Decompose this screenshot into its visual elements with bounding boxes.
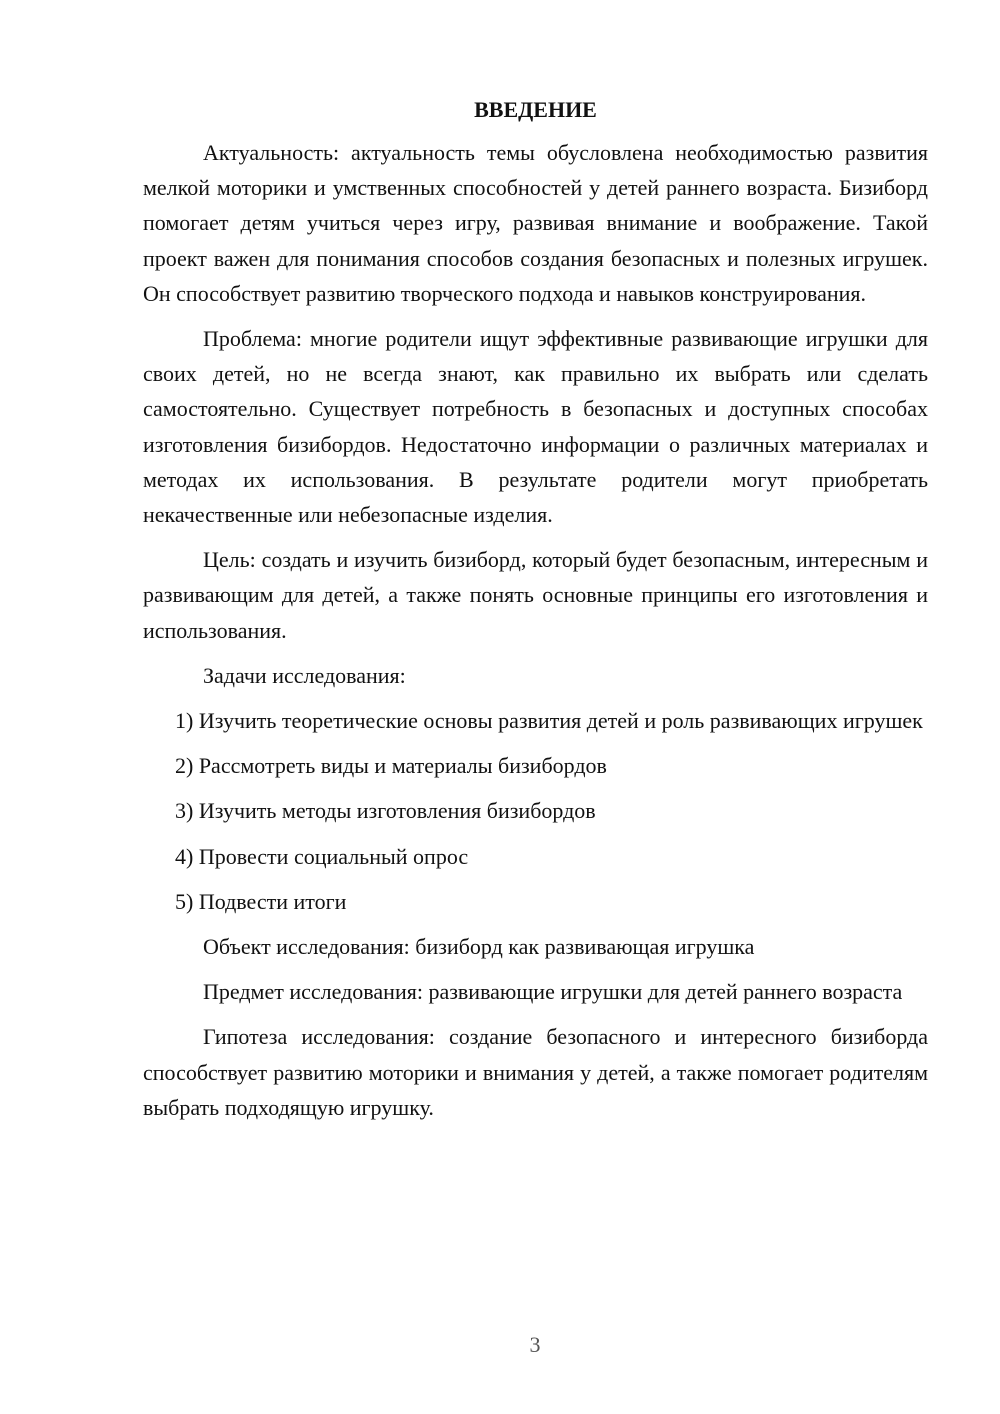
task-item-4: 4) Провести социальный опрос [175,843,469,869]
task-item-5: 5) Подвести итоги [175,888,347,914]
task-item-1: 1) Изучить теоретические основы развития детей и роль развивающих игрушек [175,708,923,734]
task-item-3: 3) Изучить методы изготовления бизибордов [175,798,596,824]
problem-paragraph: Проблема: многие родители ищут эффективные развивающие игрушки для своих детей, но не всегда знают, как правильно их выбрать или сделать самостоятельно. Существует потребность в безопасных и доступных способах изготовления бизибордов. Недостаточно информации о различных материалах и методах их использования. В результате родители могут приобретать некачественные или небезопасные изделия. [143,326,928,528]
relevance-paragraph: Актуальность: актуальность темы обусловлена необходимостью развития мелкой моторики и умственных способностей у детей раннего возраста. Бизиборд помогает детям учиться через игру, развивая внимание и воображение. Такой проект важен для понимания способов создания безопасных и полезных игрушек. Он способствует развитию творческого подхода и навыков конструирования. [143,140,928,306]
subject-paragraph: Предмет исследования: развивающие игрушки для детей раннего возраста [203,979,903,1005]
document-page [143,92,928,1135]
page-number: 3 [529,1332,541,1357]
hypothesis-paragraph: Гипотеза исследования: создание безопасного и интересного бизиборда способствует развитию моторики и внимания у детей, а также помогает родителям выбрать подходящую игрушку. [143,1024,928,1120]
goal-paragraph: Цель: создать и изучить бизиборд, который будет безопасным, интересным и развивающим для детей, а также понять основные принципы его изготовления и использования. [143,547,928,643]
task-item-2: 2) Рассмотреть виды и материалы бизибордов [175,753,607,779]
object-paragraph: Объект исследования: бизиборд как развивающая игрушка [203,934,755,960]
tasks-heading: Задачи исследования: [203,662,406,688]
section-title: ВВЕДЕНИЕ [474,97,597,122]
